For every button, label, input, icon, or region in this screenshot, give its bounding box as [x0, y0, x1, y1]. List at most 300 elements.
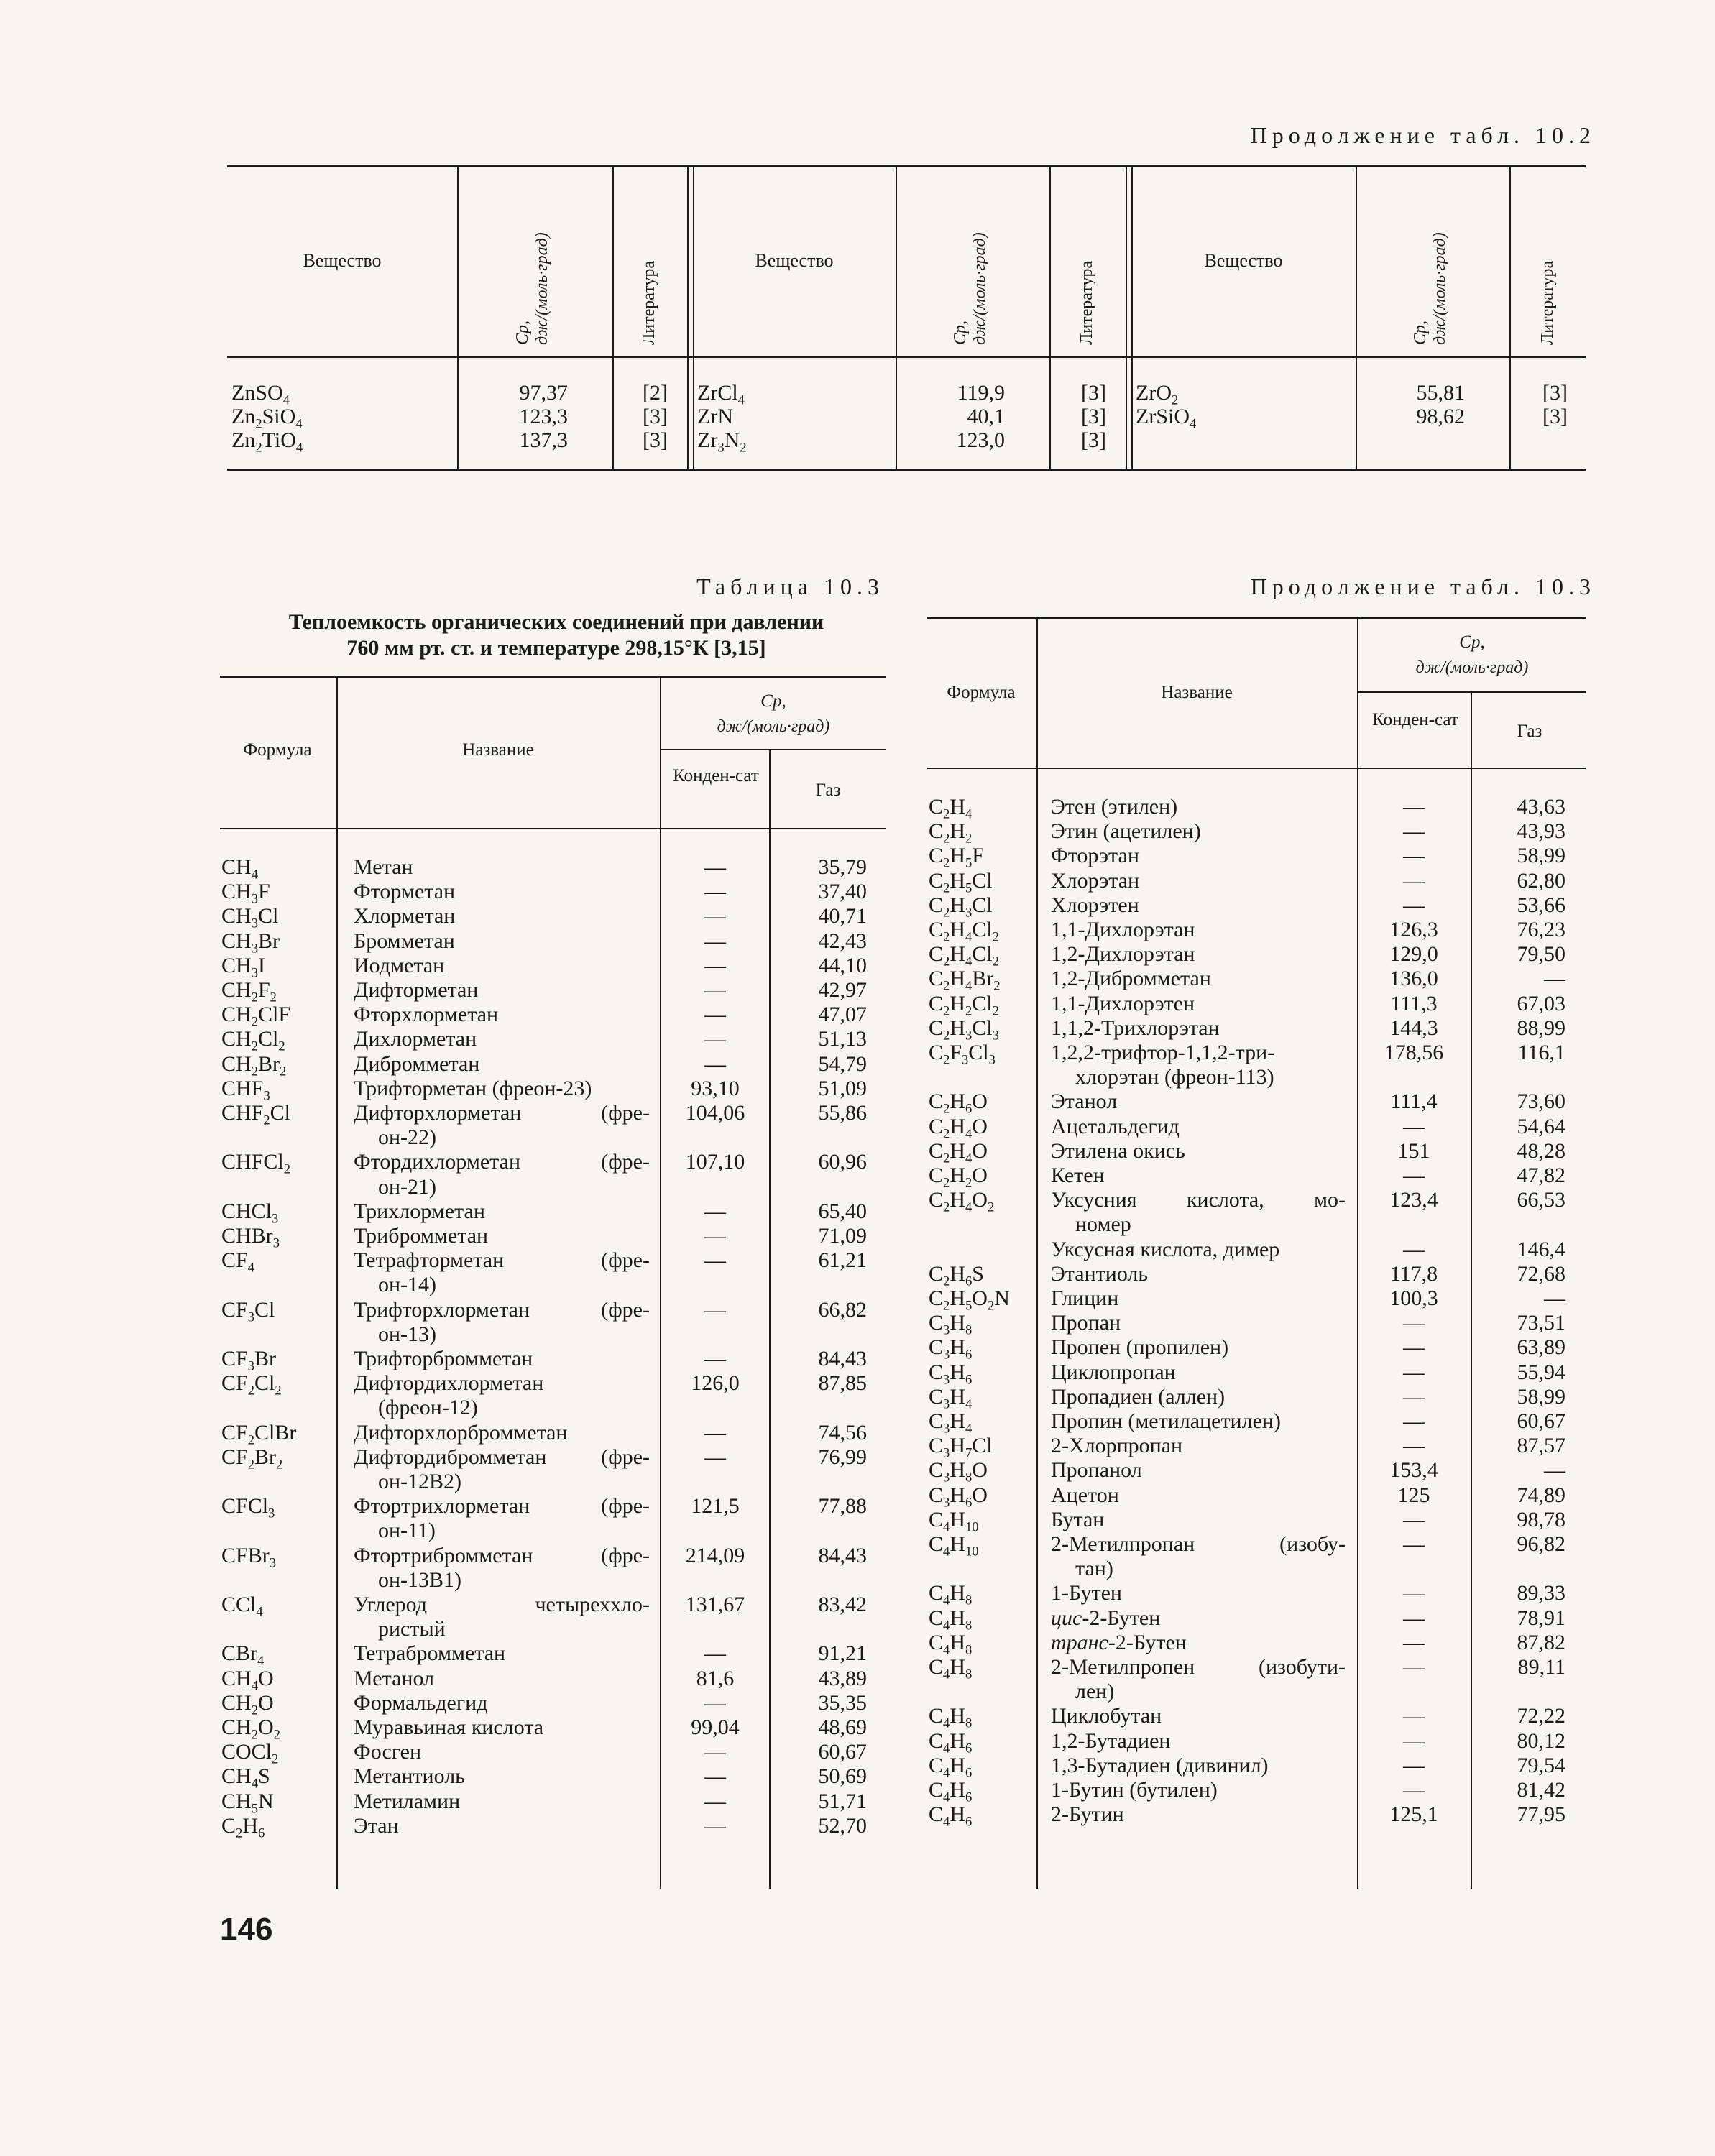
left-formula: $CF_2Br_2$ — [221, 1445, 283, 1473]
left-name: Муравьиная кислота — [354, 1715, 544, 1739]
top-hdr-cp-0: Cp, дж/(моль·град) — [513, 232, 551, 345]
right-hdr-cond: Конден-сат — [1372, 710, 1458, 729]
right-condensate: 153,4 — [1389, 1458, 1438, 1483]
right-condensate: — — [1403, 893, 1425, 917]
left-formula: $CF_2Cl_2$ — [221, 1371, 282, 1399]
left-name: он-22) — [378, 1125, 437, 1150]
right-formula: $C_2F_3Cl_3$ — [929, 1041, 996, 1068]
left-formula: $CF_2ClBr$ — [221, 1420, 297, 1448]
left-name: Метантиоль — [354, 1764, 465, 1789]
right-gas: 72,22 — [1517, 1704, 1565, 1728]
left-formula: $CH_4$ — [221, 855, 258, 883]
right-condensate: 100,3 — [1389, 1286, 1438, 1310]
left-gas: 76,99 — [818, 1445, 867, 1469]
top-formula: $Zr_3N_2$ — [697, 428, 747, 456]
right-name: Хлорэтен — [1051, 893, 1139, 917]
right-formula: $C_2H_6S$ — [929, 1261, 984, 1289]
right-condensate: 129,0 — [1389, 942, 1438, 967]
right-gas: 87,82 — [1517, 1630, 1565, 1654]
right-condensate: — — [1403, 1778, 1425, 1802]
right-formula: $C_4H_8$ — [929, 1581, 973, 1608]
right-formula: $C_2H_5O_2N$ — [929, 1286, 1010, 1314]
right-name: 1,3-Бутадиен (дивинил) — [1051, 1753, 1269, 1777]
page-number: 146 — [220, 1912, 273, 1947]
right-condensate: — — [1403, 1581, 1425, 1606]
top-cp-value: 137,3 — [519, 428, 568, 452]
left-title-line1: Теплоемкость органических соединений при давлении — [288, 610, 824, 634]
top-formula: ZrO$_2$ — [1136, 381, 1179, 408]
right-name: Циклопропан — [1051, 1360, 1176, 1384]
top-formula: ZrN — [697, 405, 733, 428]
left-gas: 83,42 — [818, 1593, 867, 1616]
left-table-caption: Таблица 10.3 — [696, 573, 884, 599]
left-gas: 55,86 — [818, 1101, 867, 1125]
left-formula: $CH_3Br$ — [221, 929, 280, 957]
right-condensate: 117,8 — [1389, 1261, 1438, 1286]
left-condensate: — — [704, 978, 726, 1002]
top-hdr-substance-2: Вещество — [1204, 250, 1283, 271]
right-condensate: 111,3 — [1390, 991, 1438, 1015]
left-gas: 61,21 — [818, 1248, 867, 1273]
right-gas: 72,68 — [1517, 1261, 1565, 1286]
right-formula: $C_4H_6$ — [929, 1802, 973, 1830]
right-name: лен) — [1075, 1680, 1115, 1704]
top-lit: [3] — [1542, 381, 1568, 405]
right-gas: 98,78 — [1517, 1507, 1565, 1531]
left-gas: 43,89 — [818, 1666, 867, 1690]
right-name: Глицин — [1051, 1286, 1119, 1310]
right-gas: 79,54 — [1517, 1753, 1565, 1777]
right-name: 1,2,2-трифтор-1,1,2-три- — [1051, 1041, 1275, 1064]
right-condensate: — — [1403, 795, 1425, 819]
right-gas: 66,53 — [1517, 1188, 1565, 1212]
left-gas: 44,10 — [818, 953, 867, 977]
right-gas: 81,42 — [1517, 1778, 1565, 1802]
right-name: Кетен — [1051, 1164, 1105, 1187]
top-hdr-lit-2: Литература — [1538, 260, 1557, 345]
left-gas: 42,97 — [818, 978, 867, 1002]
left-condensate: 99,04 — [691, 1715, 740, 1739]
right-formula: $C_2H_2Cl_2$ — [929, 991, 999, 1019]
right-name: 2-Метилпропен (изобути- — [1051, 1655, 1346, 1679]
left-name: Фторметан — [354, 880, 456, 904]
right-name: 1,1,2-Трихлорэтан — [1051, 1015, 1220, 1040]
right-gas: 88,99 — [1517, 1015, 1565, 1040]
left-formula: CHCl$_3$ — [221, 1199, 279, 1227]
left-gas: 48,69 — [818, 1715, 867, 1739]
right-gas: 58,99 — [1517, 844, 1565, 868]
right-name: Этилена окись — [1051, 1138, 1185, 1163]
left-name: Дифторхлорбромметан — [354, 1420, 568, 1445]
right-name: цис-2-Бутен — [1051, 1606, 1161, 1630]
left-condensate: — — [704, 880, 726, 904]
right-hdr-formula: Формула — [947, 683, 1016, 702]
right-gas: 146,4 — [1517, 1237, 1565, 1261]
top-formula: ZnSO$_4$ — [231, 381, 290, 408]
left-condensate: — — [704, 1051, 726, 1076]
right-formula: $C_2H_4O$ — [929, 1138, 988, 1166]
left-gas: 50,69 — [818, 1764, 867, 1789]
right-name: Ацетальдегид — [1051, 1114, 1180, 1138]
right-condensate: 144,3 — [1389, 1015, 1438, 1040]
left-gas: 51,71 — [818, 1789, 867, 1813]
left-name: Трихлорметан — [354, 1199, 485, 1223]
right-hdr-gas: Газ — [1517, 722, 1542, 741]
left-name: Углерод четыреххло- — [354, 1593, 650, 1616]
right-name: Этен (этилен) — [1051, 795, 1178, 819]
right-condensate: — — [1403, 1237, 1425, 1261]
left-hdr-formula: Формула — [243, 740, 312, 760]
right-formula: $C_4H_{10}$ — [929, 1507, 979, 1535]
right-formula: $C_2H_2O$ — [929, 1164, 988, 1191]
right-gas: 62,80 — [1517, 868, 1565, 893]
left-gas: 74,56 — [818, 1420, 867, 1445]
left-name: Трифторметан (фреон-23) — [354, 1076, 592, 1100]
left-condensate: — — [704, 929, 726, 953]
right-condensate: — — [1403, 1114, 1425, 1138]
right-formula: $C_4H_8$ — [929, 1704, 973, 1731]
right-gas: 63,89 — [1517, 1335, 1565, 1360]
left-name: он-14) — [378, 1273, 437, 1297]
top-hdr-lit-1: Литература — [1077, 260, 1096, 345]
left-gas: 60,96 — [818, 1150, 867, 1174]
right-name: Пропан — [1051, 1311, 1121, 1335]
top-table-rule-top — [227, 165, 1586, 167]
right-gas: 77,95 — [1517, 1802, 1565, 1827]
right-formula: $C_4H_6$ — [929, 1778, 973, 1805]
right-name: 2-Метилпропан (изобу- — [1051, 1532, 1346, 1556]
right-gas: 80,12 — [1517, 1728, 1565, 1753]
left-formula: $CF_4$ — [221, 1248, 254, 1276]
right-name: Этантиоль — [1051, 1261, 1149, 1286]
left-hdr-cp: Cp, — [760, 691, 786, 711]
left-condensate: 104,06 — [685, 1101, 745, 1125]
left-gas: 51,13 — [818, 1027, 867, 1051]
right-condensate: — — [1403, 1335, 1425, 1360]
right-gas: 58,99 — [1517, 1384, 1565, 1409]
right-formula: $C_2H_5Cl$ — [929, 868, 993, 896]
right-name: транс-2-Бутен — [1051, 1630, 1187, 1654]
right-gas: 76,23 — [1517, 918, 1565, 941]
right-hdr-units: дж/(моль·град) — [1415, 658, 1529, 677]
left-condensate: — — [704, 1690, 726, 1715]
top-hdr-lit-0: Литература — [640, 260, 658, 345]
right-gas: 89,11 — [1517, 1655, 1565, 1679]
left-formula: CCl$_4$ — [221, 1593, 263, 1620]
left-gas: 66,82 — [818, 1297, 867, 1322]
top-hdr-substance-1: Вещество — [755, 250, 834, 271]
right-condensate: — — [1403, 1409, 1425, 1433]
left-name: Дибромметан — [354, 1051, 480, 1076]
right-table-caption: Продолжение табл. 10.3 — [1250, 573, 1596, 599]
top-formula: $Zn_2SiO_4$ — [231, 405, 303, 432]
right-condensate: 126,3 — [1389, 918, 1438, 941]
right-formula: $C_3H_6$ — [929, 1360, 973, 1388]
left-gas: 60,67 — [818, 1740, 867, 1764]
left-condensate: — — [704, 1740, 726, 1764]
left-name: Бромметан — [354, 929, 455, 953]
right-condensate: — — [1403, 1655, 1425, 1679]
right-name: Уксусния кислота, мо- — [1051, 1188, 1346, 1212]
left-formula: $CH_3I$ — [221, 953, 265, 981]
left-name: он-13) — [378, 1322, 437, 1346]
left-name: Трифторхлорметан (фре- — [354, 1297, 650, 1322]
top-lit: [3] — [643, 405, 668, 428]
right-name: Этин (ацетилен) — [1051, 819, 1201, 844]
right-condensate: 178,56 — [1384, 1041, 1444, 1064]
left-name: Метиламин — [354, 1789, 461, 1813]
right-formula: $C_2H_2$ — [929, 819, 973, 847]
top-lit: [3] — [643, 428, 668, 452]
right-formula: $C_3H_6$ — [929, 1335, 973, 1363]
right-name: 2-Бутин — [1051, 1802, 1124, 1827]
top-hdr-cp-1: Cp, дж/(моль·град) — [951, 232, 989, 345]
left-name: Тетрафторметан (фре- — [354, 1248, 650, 1273]
top-table-rule-bottom — [227, 469, 1586, 471]
right-gas: 116,1 — [1517, 1041, 1565, 1064]
top-formula: ZrSiO$_4$ — [1136, 405, 1197, 432]
left-gas: 84,43 — [818, 1347, 867, 1370]
left-formula: $CH_2O$ — [221, 1690, 274, 1718]
left-condensate: 131,67 — [685, 1593, 745, 1616]
left-gas: 42,43 — [818, 929, 867, 953]
right-name: Фторэтан — [1051, 844, 1139, 868]
right-formula: $C_3H_8O$ — [929, 1458, 988, 1485]
left-formula: $CH_3F$ — [221, 880, 270, 907]
left-name: Тетрабромметан — [354, 1641, 506, 1666]
right-name: Ацетон — [1051, 1483, 1119, 1507]
left-formula: CFBr$_3$ — [221, 1543, 276, 1571]
left-formula: $CH_4O$ — [221, 1666, 274, 1694]
right-condensate: — — [1403, 1630, 1425, 1654]
right-condensate: — — [1403, 1360, 1425, 1384]
left-gas: 65,40 — [818, 1199, 867, 1223]
right-gas: 73,60 — [1517, 1089, 1565, 1114]
right-name: Пропанол — [1051, 1458, 1142, 1483]
right-formula: $C_3H_4$ — [929, 1384, 973, 1412]
right-formula: $C_4H_8$ — [929, 1655, 973, 1682]
right-gas: 74,89 — [1517, 1483, 1565, 1507]
right-gas: 96,82 — [1517, 1532, 1565, 1556]
right-hdr-name: Название — [1161, 683, 1233, 702]
top-formula: ZrCl$_4$ — [697, 381, 745, 408]
right-name: Пропин (метилацетилен) — [1051, 1409, 1281, 1433]
left-formula: $CF_3Br$ — [221, 1347, 276, 1374]
left-condensate: — — [704, 1003, 726, 1027]
left-name: Дифтордибромметан (фре- — [354, 1445, 650, 1469]
right-formula: $C_3H_8$ — [929, 1311, 973, 1338]
right-formula: $C_3H_6O$ — [929, 1483, 988, 1511]
top-lit: [3] — [1081, 428, 1106, 452]
right-condensate: 136,0 — [1389, 967, 1438, 991]
left-formula: $C_2H_6$ — [221, 1813, 265, 1841]
right-condensate: — — [1403, 1384, 1425, 1409]
right-condensate: 151 — [1397, 1138, 1430, 1163]
right-name: Пропен (пропилен) — [1051, 1335, 1229, 1360]
left-gas: 71,09 — [818, 1224, 867, 1248]
left-formula: $CHF_2Cl$ — [221, 1101, 291, 1128]
left-name: Фтортрихлорметан (фре- — [354, 1494, 650, 1519]
left-gas: 35,79 — [818, 855, 867, 879]
left-formula: $CH_2O_2$ — [221, 1715, 280, 1743]
right-condensate: 123,4 — [1389, 1188, 1438, 1212]
right-formula: $C_4H_{10}$ — [929, 1532, 979, 1560]
right-hdr-cp: Cp, — [1459, 632, 1485, 652]
right-formula: $C_3H_7Cl$ — [929, 1434, 993, 1461]
left-name: Хлорметан — [354, 904, 456, 929]
left-hdr-cond: Конден-сат — [673, 766, 759, 786]
top-table-caption: Продолжение табл. 10.2 — [1250, 122, 1596, 148]
right-name: 2-Хлорпропан — [1051, 1434, 1183, 1458]
top-lit: [3] — [1081, 381, 1106, 405]
left-formula: $CH_2Cl_2$ — [221, 1027, 285, 1054]
right-gas: — — [1544, 967, 1565, 991]
right-gas: 73,51 — [1517, 1311, 1565, 1335]
right-formula: $C_4H_8$ — [929, 1630, 973, 1658]
left-condensate: — — [704, 953, 726, 977]
left-condensate: — — [704, 1199, 726, 1223]
right-name: 1,1-Дихлорэтан — [1051, 918, 1195, 941]
left-condensate: 214,09 — [685, 1543, 745, 1567]
right-condensate: — — [1403, 1753, 1425, 1777]
left-formula: $CH_5N$ — [221, 1789, 274, 1817]
left-name: (фреон-12) — [378, 1396, 478, 1420]
right-formula: $C_2H_4Cl_2$ — [929, 918, 999, 945]
left-gas: 77,88 — [818, 1494, 867, 1519]
left-condensate: — — [704, 1248, 726, 1273]
left-name: Фтордихлорметан (фре- — [354, 1150, 650, 1174]
right-condensate: — — [1403, 819, 1425, 844]
left-condensate: 107,10 — [685, 1150, 745, 1174]
right-formula: $C_2H_4O_2$ — [929, 1188, 995, 1215]
left-formula: $CH_4S$ — [221, 1764, 270, 1792]
left-name: Дифторметан — [354, 978, 479, 1002]
right-name: Циклобутан — [1051, 1704, 1162, 1728]
top-cp-value: 40,1 — [967, 405, 1005, 428]
right-formula: $C_2H_4Br_2$ — [929, 967, 1001, 994]
left-formula: $CH_3Cl$ — [221, 904, 279, 931]
left-name: Трибромметан — [354, 1224, 489, 1248]
right-gas: 79,50 — [1517, 942, 1565, 967]
right-gas: 55,94 — [1517, 1360, 1565, 1384]
right-name: хлорэтан (фреон-113) — [1075, 1065, 1274, 1089]
right-condensate: — — [1403, 1434, 1425, 1458]
left-formula: $CF_3Cl$ — [221, 1297, 275, 1325]
left-condensate: — — [704, 904, 726, 929]
right-formula: $C_3H_4$ — [929, 1409, 973, 1437]
top-cp-value: 119,9 — [957, 381, 1005, 405]
left-gas: 40,71 — [818, 904, 867, 929]
right-condensate: — — [1403, 1704, 1425, 1728]
right-condensate: — — [1403, 1311, 1425, 1335]
left-name: он-21) — [378, 1174, 437, 1199]
right-gas: 48,28 — [1517, 1138, 1565, 1163]
right-condensate: 111,4 — [1390, 1089, 1438, 1114]
right-gas: 53,66 — [1517, 893, 1565, 917]
right-name: тан) — [1075, 1557, 1113, 1581]
left-condensate: — — [704, 1813, 726, 1838]
left-name: ристый — [378, 1617, 446, 1641]
top-cp-value: 123,3 — [519, 405, 568, 428]
left-name: Формальдегид — [354, 1690, 488, 1715]
left-condensate: — — [704, 1027, 726, 1051]
left-hdr-gas: Газ — [815, 780, 841, 800]
top-lit: [2] — [643, 381, 668, 405]
right-name: Бутан — [1051, 1507, 1105, 1531]
right-condensate: — — [1403, 1728, 1425, 1753]
right-condensate: 125 — [1397, 1483, 1430, 1507]
left-gas: 52,70 — [818, 1813, 867, 1838]
right-name: Уксусная кислота, димер — [1051, 1237, 1280, 1261]
right-name: номер — [1075, 1212, 1131, 1237]
right-gas: 60,67 — [1517, 1409, 1565, 1433]
right-gas: 87,57 — [1517, 1434, 1565, 1458]
top-hdr-substance-0: Вещество — [303, 250, 382, 271]
left-table-title — [227, 609, 886, 661]
right-condensate: — — [1403, 1606, 1425, 1630]
left-formula: $CHF_3$ — [221, 1076, 270, 1104]
left-name: он-13В1) — [378, 1567, 462, 1592]
right-name: 1-Бутен — [1051, 1581, 1122, 1606]
left-condensate: — — [704, 1789, 726, 1813]
left-condensate: 126,0 — [691, 1371, 740, 1396]
top-cp-value: 55,81 — [1416, 381, 1465, 405]
right-name: Хлорэтан — [1051, 868, 1140, 893]
right-name: 1,2-Дихлорэтан — [1051, 942, 1195, 967]
left-name: Трифторбромметан — [354, 1347, 533, 1370]
right-gas: 89,33 — [1517, 1581, 1565, 1606]
top-hdr-cp-2: Cp, дж/(моль·град) — [1411, 232, 1449, 345]
left-gas: 54,79 — [818, 1051, 867, 1076]
left-condensate: 121,5 — [691, 1494, 740, 1519]
right-formula: $C_2H_4O$ — [929, 1114, 988, 1142]
left-gas: 51,09 — [818, 1076, 867, 1100]
left-name: он-11) — [378, 1519, 436, 1543]
left-condensate: 93,10 — [691, 1076, 740, 1100]
right-name: Пропадиен (аллен) — [1051, 1384, 1226, 1409]
right-gas: 67,03 — [1517, 991, 1565, 1015]
top-lit: [3] — [1542, 405, 1568, 428]
left-name: он-12В2) — [378, 1470, 462, 1493]
left-name: Дихлорметан — [354, 1027, 477, 1051]
right-formula: $C_2H_3Cl$ — [929, 893, 993, 921]
right-name: 1,2-Бутадиен — [1051, 1728, 1171, 1753]
left-formula: CFCl$_3$ — [221, 1494, 275, 1521]
right-gas: 54,64 — [1517, 1114, 1565, 1138]
left-condensate: — — [704, 1297, 726, 1322]
right-formula: $C_2H_3Cl_3$ — [929, 1015, 999, 1044]
top-lit: [3] — [1081, 405, 1106, 428]
left-name: Дифторхлорметан (фре- — [354, 1101, 650, 1125]
left-gas: 37,40 — [818, 880, 867, 904]
right-formula: $C_2H_4$ — [929, 795, 973, 822]
right-name: 1-Бутин (бутилен) — [1051, 1778, 1218, 1802]
left-formula: CHBr$_3$ — [221, 1224, 280, 1251]
top-cp-value: 123,0 — [956, 428, 1005, 452]
right-formula: $C_2H_4Cl_2$ — [929, 942, 999, 969]
right-gas: 47,82 — [1517, 1164, 1565, 1187]
left-formula: CBr$_4$ — [221, 1641, 265, 1669]
left-condensate: — — [704, 1445, 726, 1469]
left-condensate: — — [704, 1347, 726, 1370]
left-title-line2: 760 мм рт. ст. и температуре 298,15°К [3,15] — [346, 636, 766, 660]
right-name: Этанол — [1051, 1089, 1118, 1114]
left-gas: 87,85 — [818, 1371, 867, 1396]
left-condensate: — — [704, 1224, 726, 1248]
right-condensate: — — [1403, 1507, 1425, 1531]
left-name: Фторхлорметан — [354, 1003, 499, 1027]
top-cp-value: 98,62 — [1416, 405, 1465, 428]
